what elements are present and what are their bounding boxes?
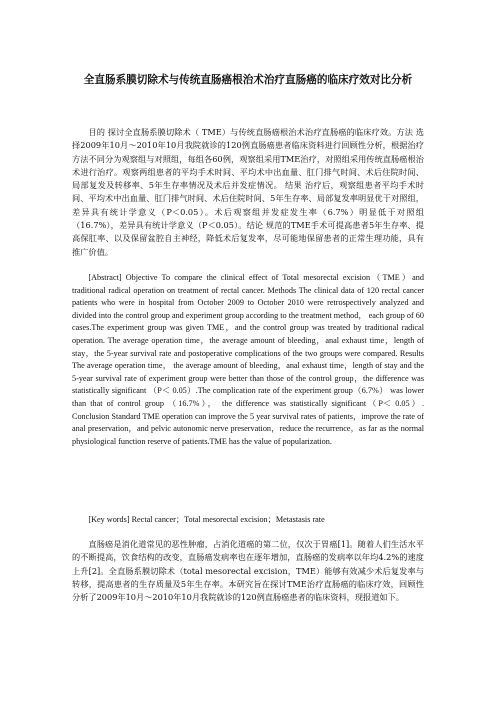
article-title: 全直肠系膜切除术与传统直肠癌根治术治疗直肠癌的临床疗效对比分析 xyxy=(83,74,413,86)
chinese-abstract: 目的 探讨全直肠系膜切除术（ TME）与传统直肠癌根治术治疗直肠癌的临床疗效。方法 选择2009年10月～2010年10月我院就诊的120例直肠癌患者临床资料进行回顾性分析，根据治疗方法不同分为观察组与对照组，每组各60例，观察组采用TME治疗，对照组采用传统直肠癌根治术进行治疗。观察两组患者的平均手术时间、平均术中出血量、肛门排气时间、术后住院时间、局部复发及转移率、5年生存率情况及术后并发症情况。 结果 治疗后，观察组患者平均手术时间、平均术中出血量、肛门排气时间、术后住院时间、5年生存率、局部复发率明显优于对照组，差异具有统计学意义（P＜0.05）。术后观察组并发症发生率（6.7%）明显低于对照组（16.7%），差异具有统计学意义（P＜0.05）。结论 规范的TME手术可提高患者5年生存率、提高保肛率、以及保留盆腔自主神经，降低术后复发率，尽可能地保留患者的正常生理功能，具有推广价值。 xyxy=(72,127,424,257)
introduction-paragraph: 直肠癌是消化道常见的恶性肿瘤，占消化道癌的第二位，仅次于胃癌[1]。随着人们生活水平的不断提高，饮食结构的改变，直肠癌发病率也在逐年增加，直肠癌的发病率以年均4.2%的速度上升[2]。全直肠系膜切除术（total mesorectal excision，TME）能够有效减少术后复发率与转移，提高患者的生存质量及5年生存率。本研究旨在探讨TME治疗直肠癌的临床疗效，回顾性分析了2009年10月～2010年10月我院就诊的120例直肠癌患者的临床资料，现报道如下。 xyxy=(72,539,424,603)
keywords-line: [Key words] Rectal cancer；Total mesorectal excision；Metastasis rate xyxy=(88,515,325,524)
english-abstract: [Abstract] Objective To compare the clinical effect of Total mesorectal excision（TME）and traditional radical operation on treatment of rectal cancer. Methods The clinical data of 120 rectal cancer patients who were in hospital from October 2009 to October 2010 were retrospectively analyzed and divided into the control group and experiment group according to the treatment method， each group of 60 cases.The experiment group was given TME，and the control group was treated by traditional radical operation. The average operation time，the average amount of bleeding，anal exhaust time，length of stay，the 5-year survival rate and postoperative complications of the two groups were compared. Results The average operation time， the average amount of bleeding，anal exhaust time，length of stay and the 5-year survival rate of experiment group were better than those of the control group，the difference was statistically significant （P＜ 0.05）.The complication rate of the experiment group（6.7%） was lower than that of control group （16.7%）， the difference was statistically significant（P＜ 0.05）. Conclusion Standard TME operation can improve the 5 year survival rates of patients，improve the rate of anal preservation，and pelvic autonomic nerve preservation，reduce the recurrence，as far as the normal physiological function reserve of patients.TME has the value of popularization. xyxy=(72,273,424,446)
